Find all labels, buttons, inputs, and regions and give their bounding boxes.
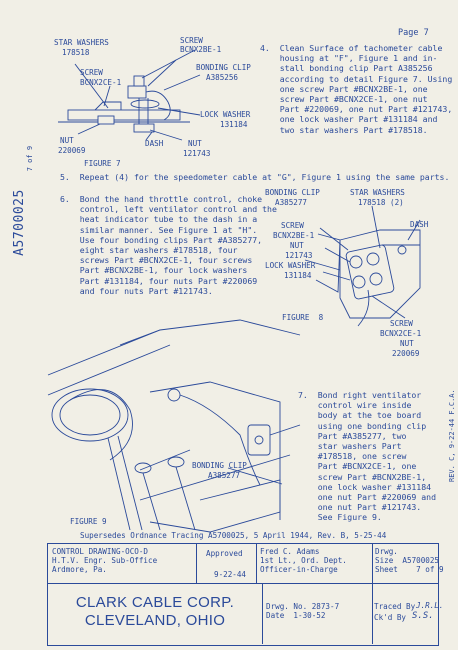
- traced-cell: [372, 584, 444, 644]
- fig8-dash-label: DASH: [410, 220, 429, 229]
- figure7-caption: FIGURE 7: [84, 159, 121, 168]
- drawing-size-text: Drwg. Size A5700025 Sheet 7 of 9: [375, 547, 444, 575]
- fig7-nut-left-label: NUT: [60, 136, 74, 145]
- company-city: CLEVELAND, OHIO: [84, 612, 226, 629]
- figure8-caption: FIGURE 8: [282, 313, 324, 322]
- control-drawing-text: CONTROL DRAWING-OCO-D H.T.V. Engr. Sub-Office Ardmore, Pa.: [52, 547, 158, 575]
- step-6-text: 6. Bond the hand throttle control, choke control, left ventilator control and the heat indicator tube to the dash in a similar manner. See Figure 1 at "H". Use four bonding clips Part #A385277, eight star washers #178518, four screws Part #BCNX2CE-1, four screws Part #BCNX2BE-1, four lock washers Part #131184, four nuts Part #220069 and four nuts Part #121743.: [60, 194, 277, 296]
- fig7-screw-left-label: SCREW: [80, 68, 103, 77]
- fig8-star-washers-label: STAR WASHERS: [350, 188, 405, 197]
- side-doc-number: A5700025: [11, 189, 27, 256]
- fig7-lock-washer-label: LOCK WASHER: [200, 110, 251, 119]
- traced-label: Traced By: [374, 602, 416, 611]
- fig7-star-washers-part: 178518: [62, 48, 90, 57]
- figure7-drawing: [58, 50, 200, 140]
- officer-cell: [256, 544, 373, 583]
- fig7-screw-top-part: BCNX2BE-1: [180, 45, 222, 54]
- fig8-screw-bottom-label: SCREW: [390, 319, 413, 328]
- fig7-lock-washer-part: 131184: [220, 120, 248, 129]
- page-number: Page 7: [398, 28, 429, 38]
- checked-label: Ck'd By: [374, 613, 407, 622]
- supersedes-note: Supersedes Ordnance Tracing A5700025, 5 April 1944, Rev. B, 5-25-44: [80, 531, 387, 540]
- revision-note: REV. C, 9-22-44 F.C.A.: [448, 389, 456, 482]
- fig8-lock-washer-label: LOCK WASHER: [265, 261, 316, 270]
- checked-initials: S.S.: [412, 611, 434, 621]
- fig9-bonding-clip-label: BONDING CLIP: [192, 461, 247, 470]
- approved-label: Approved: [206, 549, 243, 558]
- side-sheet-label: 7 of 9: [26, 145, 35, 172]
- figure9-drawing: [48, 320, 300, 532]
- fig7-screw-top-label: SCREW: [180, 36, 203, 45]
- fig8-screw-part: BCNX2BE-1: [273, 231, 315, 240]
- fig7-nut-right-part: 121743: [183, 149, 211, 158]
- fig8-bonding-clip-part: A385277: [275, 198, 308, 207]
- step-4-text: 4. Clean Surface of tachometer cable housing at "F", Figure 1 and in- stall bonding clip Part A385256 according to detail Figure 7. Using one screw Part #BCNX2BE-1, one screw Part #BCNX2CE-1, one nut Part #220069, one nut Part #121743, one lock washer Part #131184 and two star washers Part #178518.: [260, 43, 453, 135]
- control-drawing-cell: [48, 544, 197, 583]
- fig9-bonding-clip-part: A385277: [208, 471, 241, 480]
- fig8-lock-washer-part: 131184: [284, 271, 312, 280]
- fig7-bonding-clip-label: BONDING CLIP: [196, 63, 251, 72]
- fig7-nut-right-label: NUT: [188, 139, 202, 148]
- company-name: CLARK CABLE CORP.: [75, 594, 235, 611]
- fig8-star-washers-part: 178518 (2): [358, 198, 404, 207]
- fig8-bonding-clip-label: BONDING CLIP: [265, 188, 320, 197]
- fig7-screw-left-part: BCNX2CE-1: [80, 78, 122, 87]
- figure8-drawing: [305, 206, 420, 326]
- figure9-caption: FIGURE 9: [70, 517, 107, 526]
- fig7-star-washers-label: STAR WASHERS: [54, 38, 109, 47]
- step-7-text: 7. Bond right ventilator control wire inside body at the toe board using one bonding clip Part #A385277, two star washers Part #178518, one screw Part #BCNX2CE-1, one screw Part #BCNX2BE-1, one lock washer #131184 one nut Part #220069 and one nut Part #121743. See Figure 9.: [298, 390, 437, 523]
- fig7-nut-left-part: 220069: [58, 146, 86, 155]
- fig8-screw-bottom-part: BCNX2CE-1: [380, 329, 422, 338]
- fig7-dash-label: DASH: [145, 139, 164, 148]
- officer-text: Fred C. Adams 1st Lt., Ord. Dept. Officer-in-Charge: [260, 547, 347, 575]
- drawing-number-text: Drwg. No. 2873-7 Date 1-30-52: [266, 602, 340, 621]
- fig8-nut-label: NUT: [290, 241, 304, 250]
- fig8-nut-bottom-label: NUT: [400, 339, 414, 348]
- traced-initials: J.R.L.: [416, 601, 444, 610]
- drawing-size-cell: [372, 544, 444, 583]
- fig7-bonding-clip-part: A385256: [206, 73, 239, 82]
- approved-cell: [196, 544, 257, 583]
- fig8-screw-label: SCREW: [281, 221, 304, 230]
- company-cell: [48, 584, 263, 644]
- approved-date: 9-22-44: [214, 570, 247, 579]
- title-block-top-row: [48, 544, 444, 584]
- title-block: [47, 543, 444, 646]
- drawing-number-cell: [262, 584, 373, 644]
- step-5-text: 5. Repeat (4) for the speedometer cable at "G", Figure 1 using the same parts.: [60, 172, 450, 182]
- fig8-nut-part: 121743: [285, 251, 313, 260]
- fig8-nut-bottom-part: 220069: [392, 349, 420, 358]
